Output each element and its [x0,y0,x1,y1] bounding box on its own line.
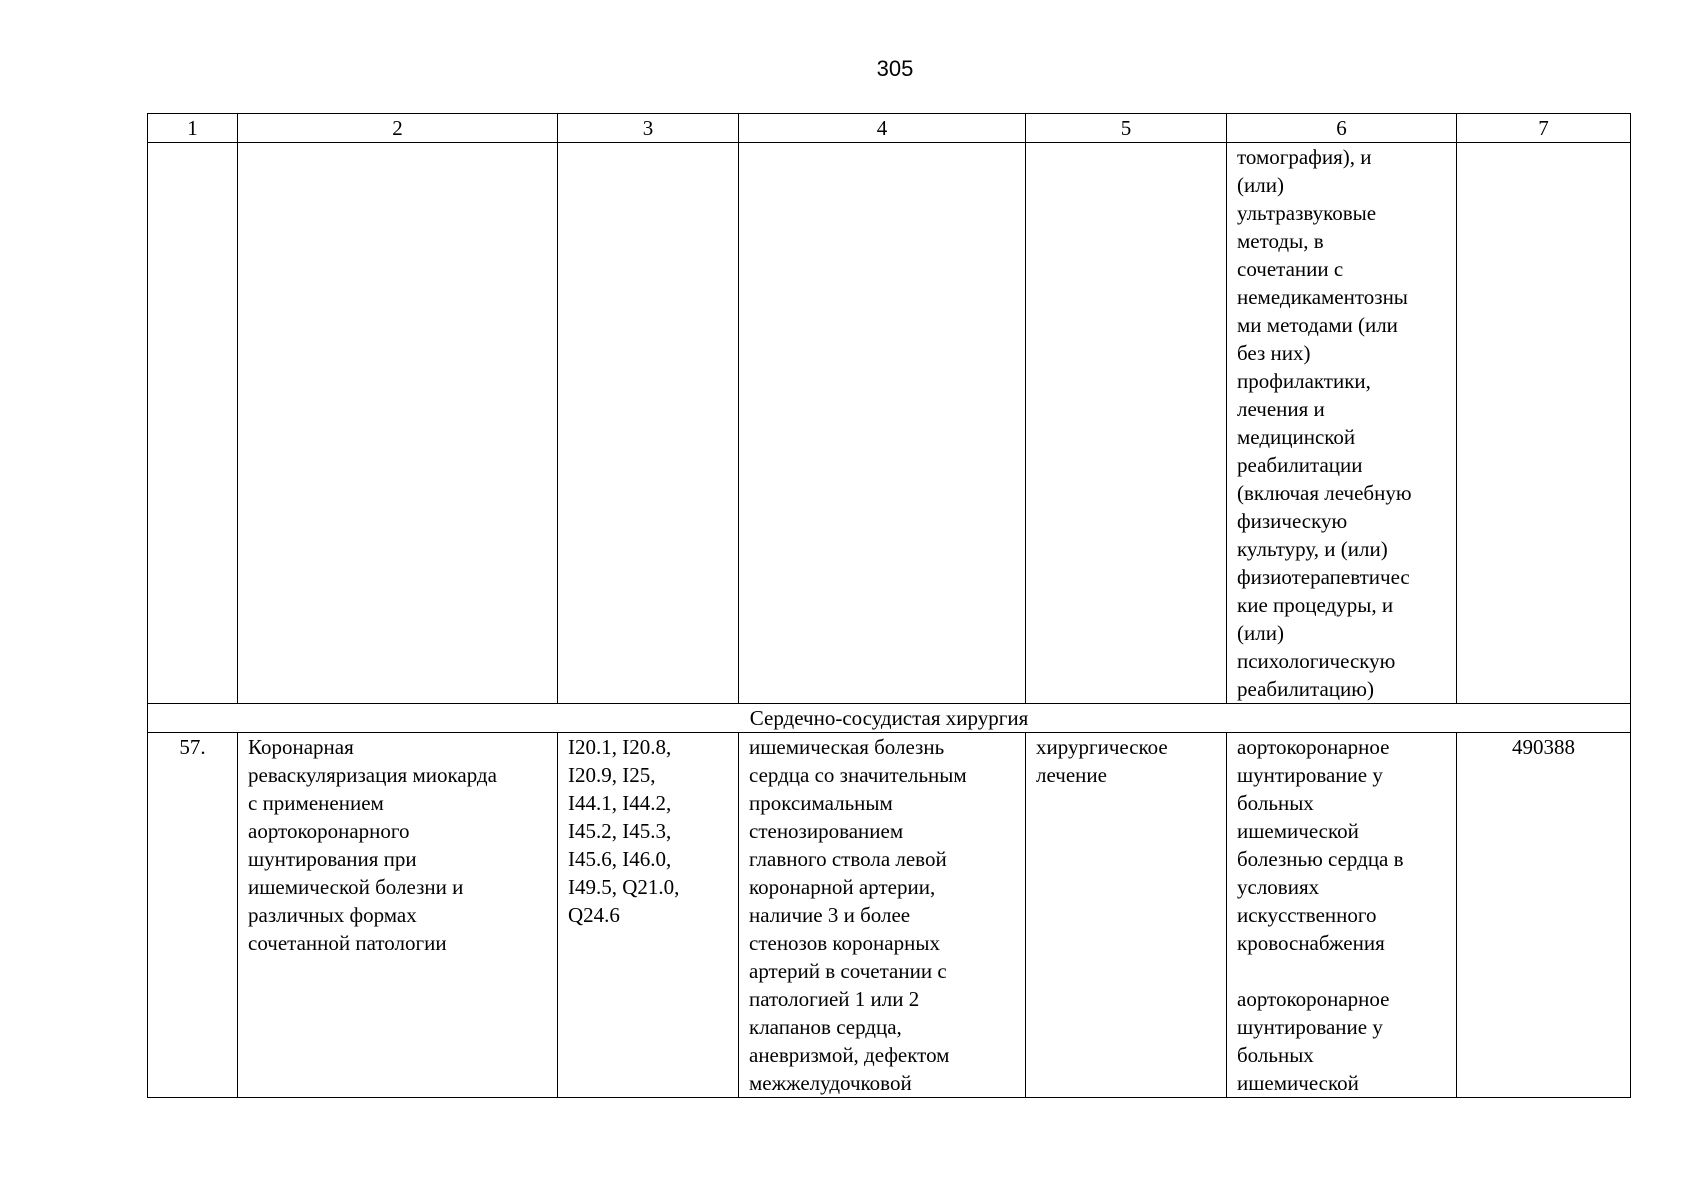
treatment-method: аортокоронарное шунтирование у больных ишемической болезнью сердца в условиях искусственного кровоснабжения аортокоронарное шунтирование у больных ишемической [1227,733,1457,1098]
row-number: 57. [148,733,238,1098]
treatment-type: хирургическое лечение [1026,733,1227,1098]
column-number-row [148,114,1631,143]
care-type-name: Коронарная реваскуляризация миокарда с применением аортокоронарного шунтирования при ишемической болезни и различных формах сочетанной патологии [238,733,558,1098]
patient-model: ишемическая болезнь сердца со значительным проксимальным стенозированием главного ствола левой коронарной артерии, наличие 3 и более стенозов коронарных артерий в сочетании с патологией 1 или 2 клапанов сердца, аневризмой, дефектом межжелудочковой [739,733,1026,1098]
table-row [148,733,1631,1098]
continued-cell-3 [558,143,739,704]
column-number-7: 7 [1457,114,1631,143]
column-number-4: 4 [739,114,1026,143]
continued-cell-1 [148,143,238,704]
section-row [148,704,1631,733]
cost-value: 490388 [1457,733,1631,1098]
continued-row [148,143,1631,704]
section-title: Сердечно-сосудистая хирургия [148,704,1631,733]
medical-care-table [147,113,1631,1098]
column-number-3: 3 [558,114,739,143]
continued-cell-7 [1457,143,1631,704]
page-number: 305 [876,56,914,81]
column-number-1: 1 [148,114,238,143]
continued-cell-2 [238,143,558,704]
continued-cell-5 [1026,143,1227,704]
paragraph-gap [1237,957,1446,985]
column-number-2: 2 [238,114,558,143]
column-number-6: 6 [1227,114,1457,143]
column-number-5: 5 [1026,114,1227,143]
continued-method-cell: томография), и (или) ультразвуковые методы, в сочетании с немедикаментозны ми методами (или без них) профилактики, лечения и медицинской реабилитации (включая лечебную физическую культуру, и (или) физиотерапевтичес кие процедуры, и (или) психологическую реабилитацию) [1227,143,1457,704]
continued-cell-4 [739,143,1026,704]
icd-codes: I20.1, I20.8, I20.9, I25, I44.1, I44.2, I45.2, I45.3, I45.6, I46.0, I49.5, Q21.0, Q24.6 [558,733,739,1098]
